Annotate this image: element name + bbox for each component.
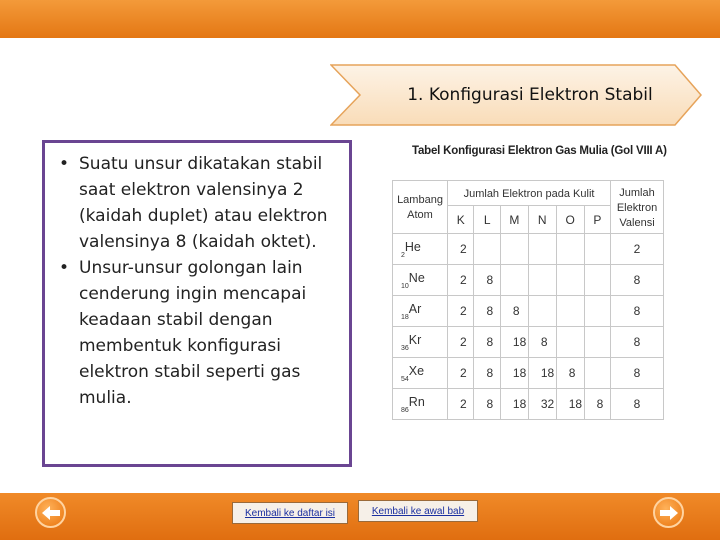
table-row xyxy=(393,296,664,327)
shell-cell: 8 xyxy=(474,296,500,327)
bullet-dot-icon: • xyxy=(59,154,70,174)
shell-cell: 8 xyxy=(528,327,556,358)
table-row xyxy=(393,265,664,296)
back-to-toc-link[interactable]: Kembali ke daftar isi xyxy=(232,502,348,524)
shell-cell xyxy=(584,358,610,389)
arrow-left-icon xyxy=(42,506,60,520)
bullet-list xyxy=(53,151,339,411)
shell-cell: 8 xyxy=(474,327,500,358)
header-jumlah-label: Jumlah Elektron pada Kulit xyxy=(463,187,595,200)
shell-cell xyxy=(584,265,610,296)
shell-cell: 18 xyxy=(500,327,528,358)
shell-header: L xyxy=(474,206,500,234)
shell-cell: 2 xyxy=(448,265,474,296)
symbol: He xyxy=(404,239,421,254)
atomic-number: 36 xyxy=(401,344,409,352)
atomic-number: 54 xyxy=(401,375,409,383)
table-caption: Tabel Konfigurasi Elektron Gas Mulia (Gol VIII A) xyxy=(412,145,667,157)
header-valensi-label: Jumlah Elektron Valensi xyxy=(616,186,658,229)
shell-cell: 2 xyxy=(448,358,474,389)
symbol: Kr xyxy=(408,332,422,347)
bullet-item xyxy=(53,151,339,255)
header-jumlah xyxy=(448,181,611,206)
shell-cell: 2 xyxy=(448,327,474,358)
atomic-number: 86 xyxy=(401,406,409,414)
shell-header: P xyxy=(584,206,610,234)
table-header-row xyxy=(393,181,664,206)
shell-cell: 8 xyxy=(474,265,500,296)
title-banner xyxy=(330,64,702,126)
shell-cell xyxy=(528,265,556,296)
shell-cell: 8 xyxy=(584,389,610,420)
element-symbol xyxy=(393,358,448,389)
shell-cell: 8 xyxy=(474,358,500,389)
shell-cell xyxy=(556,296,584,327)
bullet-item xyxy=(53,255,339,411)
shell-cell xyxy=(528,234,556,265)
shell-cell: 18 xyxy=(500,358,528,389)
shell-header: K xyxy=(448,206,474,234)
valensi-cell: 8 xyxy=(611,265,664,296)
shell-cell: 2 xyxy=(448,296,474,327)
arrow-right-icon xyxy=(660,506,678,520)
header-lambang-label: Lambang Atom xyxy=(397,194,443,221)
valensi-cell: 8 xyxy=(611,296,664,327)
shell-cell xyxy=(556,234,584,265)
atomic-number: 2 xyxy=(401,251,405,259)
bullet-text: Suatu unsur dikatakan stabil saat elektron valensinya 2 (kaidah duplet) atau elektron valensinya 8 (kaidah oktet). xyxy=(79,154,328,252)
symbol: Ne xyxy=(408,270,425,285)
shell-cell: 32 xyxy=(528,389,556,420)
valensi-cell: 8 xyxy=(611,389,664,420)
shell-cell xyxy=(500,265,528,296)
noble-gas-table xyxy=(392,180,664,420)
atomic-number: 18 xyxy=(401,313,409,321)
shell-cell xyxy=(500,234,528,265)
element-symbol xyxy=(393,234,448,265)
element-symbol xyxy=(393,389,448,420)
symbol: Rn xyxy=(408,394,425,409)
shell-cell xyxy=(474,234,500,265)
symbol: Ar xyxy=(408,301,422,316)
shell-cell xyxy=(556,327,584,358)
shell-cell xyxy=(528,296,556,327)
top-bar xyxy=(0,0,720,38)
valensi-cell: 8 xyxy=(611,358,664,389)
table-row xyxy=(393,358,664,389)
shell-header: O xyxy=(556,206,584,234)
back-to-chapter-link[interactable]: Kembali ke awal bab xyxy=(358,500,478,522)
shell-header: N xyxy=(528,206,556,234)
shell-cell xyxy=(584,327,610,358)
shell-cell: 18 xyxy=(528,358,556,389)
prev-slide-button[interactable] xyxy=(35,497,66,528)
slide-title: 1. Konfigurasi Elektron Stabil xyxy=(407,85,653,105)
table-row xyxy=(393,327,664,358)
table-row xyxy=(393,234,664,265)
content-box xyxy=(42,140,352,467)
shell-cell xyxy=(584,296,610,327)
shell-cell: 8 xyxy=(474,389,500,420)
next-slide-button[interactable] xyxy=(653,497,684,528)
shell-cell: 18 xyxy=(556,389,584,420)
shell-cell: 8 xyxy=(500,296,528,327)
shell-cell: 8 xyxy=(556,358,584,389)
shell-cell: 2 xyxy=(448,389,474,420)
header-lambang xyxy=(393,181,448,234)
element-symbol xyxy=(393,327,448,358)
shell-cell xyxy=(584,234,610,265)
bullet-dot-icon: • xyxy=(59,258,70,278)
valensi-cell: 2 xyxy=(611,234,664,265)
element-symbol xyxy=(393,265,448,296)
header-valensi xyxy=(611,181,664,234)
table-row xyxy=(393,389,664,420)
valensi-cell: 8 xyxy=(611,327,664,358)
symbol: Xe xyxy=(408,363,425,378)
shell-cell xyxy=(556,265,584,296)
element-symbol xyxy=(393,296,448,327)
shell-cell: 18 xyxy=(500,389,528,420)
shell-cell: 2 xyxy=(448,234,474,265)
shell-header: M xyxy=(500,206,528,234)
atomic-number: 10 xyxy=(401,282,409,290)
bullet-text: Unsur-unsur golongan lain cenderung ingin mencapai keadaan stabil dengan membentuk konfigurasi elektron stabil seperti gas mulia. xyxy=(79,258,307,408)
